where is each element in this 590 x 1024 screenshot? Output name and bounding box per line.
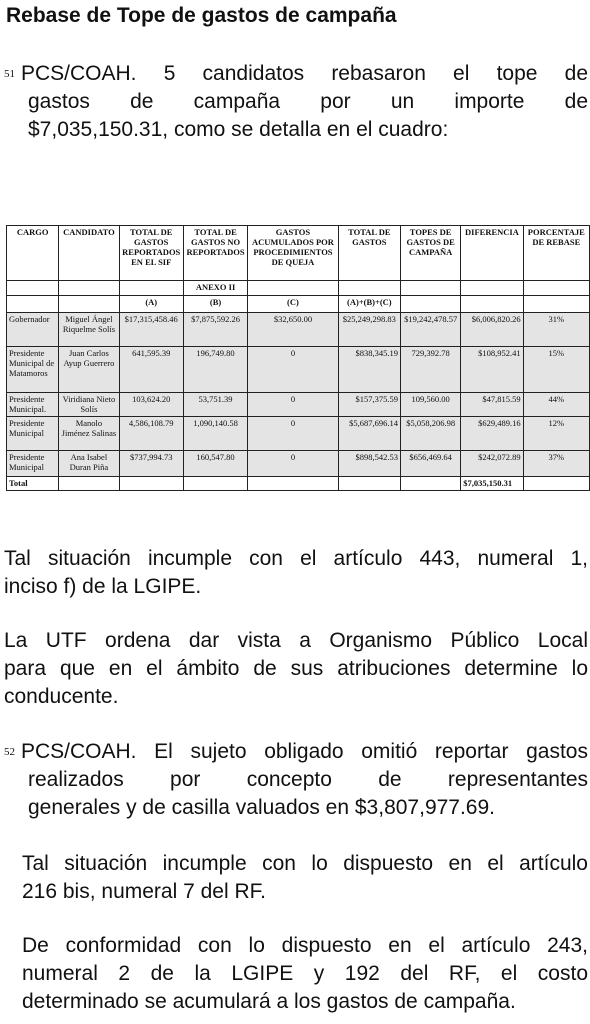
formula-cell <box>461 296 523 313</box>
cell-value: 1,090,140.58 <box>183 417 247 451</box>
cell-value: 641,595.39 <box>119 347 183 393</box>
formula-cell: (A)+(B)+(C) <box>338 296 400 313</box>
formula-cell: (A) <box>119 296 183 313</box>
cell-value: 44% <box>523 393 589 417</box>
cell-value: $17,315,458.46 <box>119 313 183 347</box>
table-row <box>7 313 590 347</box>
cell-value: 31% <box>523 313 589 347</box>
cell-value: $25,249,298.83 <box>338 313 400 347</box>
paragraph-51-line-1 <box>4 60 588 88</box>
col-header: TOTAL DE GASTOS REPORTADOS EN EL SIF <box>119 226 183 281</box>
cell-value: 0 <box>248 393 338 417</box>
cell-cargo: Presidente Municipal de Matamoros <box>7 347 59 393</box>
total-row <box>7 477 590 491</box>
paragraph-vista <box>4 627 588 711</box>
formula-cell <box>59 296 119 313</box>
cell-value: 0 <box>248 417 338 451</box>
cell-value: $737,994.73 <box>119 451 183 477</box>
cell-value: $32,650.00 <box>248 313 338 347</box>
cell-value: $108,952.41 <box>461 347 523 393</box>
paragraph-line: Tal situación incumple con el artículo 443, numeral 1, <box>4 547 588 570</box>
paragraph-51-line-3: $7,035,150.31, como se detalla en el cuadro: <box>28 118 449 141</box>
paragraph-line: inciso f) de la LGIPE. <box>4 575 202 598</box>
cell-value: 109,560.00 <box>400 393 460 417</box>
paragraph-line: De conformidad con lo dispuesto en el artículo 243, <box>22 934 588 957</box>
cell-value: 0 <box>248 347 338 393</box>
col-header: GASTOS ACUMULADOS POR PROCEDIMIENTOS DE QUEJA <box>248 226 338 281</box>
paragraph-conformidad <box>22 932 588 1016</box>
cell-value: 160,547.80 <box>183 451 247 477</box>
paragraph-52 <box>4 738 588 822</box>
paragraph-number: 51 <box>4 68 15 80</box>
paragraph-line: conducente. <box>4 685 119 708</box>
cell-candidato: Viridiana Nieto Solís <box>59 393 119 417</box>
cell-value: $6,006,820.26 <box>461 313 523 347</box>
table-row <box>7 393 590 417</box>
formula-cell: (C) <box>248 296 338 313</box>
cell-value: $656,469.64 <box>400 451 460 477</box>
cell-value: $629,489.16 <box>461 417 523 451</box>
col-header: TOTAL DE GASTOS NO REPORTADOS <box>183 226 247 281</box>
cell-value: $5,687,696.14 <box>338 417 400 451</box>
cell-cargo: Gobernador <box>7 313 59 347</box>
cell-value: 4,586,108.79 <box>119 417 183 451</box>
cell-value: $157,375.59 <box>338 393 400 417</box>
table-row <box>7 347 590 393</box>
cell-candidato: Ana Isabel Duran Piña <box>59 451 119 477</box>
cell-value: $47,815.59 <box>461 393 523 417</box>
total-label: Total <box>7 477 59 491</box>
cell-candidato: Miguel Ángel Riquelme Solís <box>59 313 119 347</box>
col-header: PORCENTAJE DE REBASE <box>523 226 589 281</box>
total-value: $7,035,150.31 <box>461 477 523 491</box>
paragraph-line: 216 bis, numeral 7 del RF. <box>22 880 266 903</box>
cell-cargo: Presidente Municipal. <box>7 393 59 417</box>
cell-cargo: Presidente Municipal <box>7 451 59 477</box>
cell-value: $838,345.19 <box>338 347 400 393</box>
cell-value: 53,751.39 <box>183 393 247 417</box>
section-heading: Rebase de Tope de gastos de campaña <box>6 4 397 27</box>
paragraph-52-text-1: PCS/COAH. El sujeto obligado omitió reportar gastos <box>21 740 588 763</box>
table-header-row <box>7 226 590 281</box>
cell-candidato: Juan Carlos Ayup Guerrero <box>59 347 119 393</box>
formula-cell: (B) <box>183 296 247 313</box>
paragraph-51-line-2: gastos de campaña por un importe de <box>28 90 588 113</box>
col-header: CANDIDATO <box>59 226 119 281</box>
paragraph-51-text-1: PCS/COAH. 5 candidatos rebasaron el tope de <box>21 62 588 85</box>
paragraph-incumplimiento <box>4 545 588 601</box>
cell-value: 0 <box>248 451 338 477</box>
cell-value: 15% <box>523 347 589 393</box>
cell-value: 103,624.20 <box>119 393 183 417</box>
cell-value: 729,392.78 <box>400 347 460 393</box>
col-header: TOTAL DE GASTOS <box>338 226 400 281</box>
cell-value: $242,072.89 <box>461 451 523 477</box>
anexo-row <box>7 281 590 296</box>
paragraph-line: generales y de casilla valuados en $3,807,977.69. <box>28 796 496 819</box>
formula-cell <box>523 296 589 313</box>
formula-row <box>7 296 590 313</box>
formula-cell <box>400 296 460 313</box>
paragraph-line: La UTF ordena dar vista a Organismo Público Local <box>4 629 588 652</box>
cell-value: $19,242,478.57 <box>400 313 460 347</box>
paragraph-line: realizados por concepto de representantes <box>28 768 588 791</box>
cell-value: 12% <box>523 417 589 451</box>
paragraph-number: 52 <box>4 746 15 758</box>
paragraph-line: para que en el ámbito de sus atribuciones determine lo <box>4 657 588 680</box>
paragraph-51 <box>4 60 588 144</box>
col-header: TOPES DE GASTOS DE CAMPAÑA <box>400 226 460 281</box>
campaign-spending-table <box>6 225 590 491</box>
paragraph-line: determinado se acumulará a los gastos de campaña. <box>22 990 516 1013</box>
paragraph-line: Tal situación incumple con lo dispuesto en el artículo <box>22 852 588 875</box>
formula-cell <box>7 296 59 313</box>
cell-cargo: Presidente Municipal <box>7 417 59 451</box>
cell-value: $7,875,592.26 <box>183 313 247 347</box>
paragraph-rf <box>22 850 588 906</box>
table-row <box>7 417 590 451</box>
table-row <box>7 451 590 477</box>
paragraph-line: numeral 2 de la LGIPE y 192 del RF, el costo <box>22 962 588 985</box>
cell-value: 37% <box>523 451 589 477</box>
anexo-label: ANEXO II <box>183 281 247 296</box>
col-header: DIFERENCIA <box>461 226 523 281</box>
cell-value: 196,749.80 <box>183 347 247 393</box>
cell-value: $898,542.53 <box>338 451 400 477</box>
col-header: CARGO <box>7 226 59 281</box>
cell-value: $5,058,206.98 <box>400 417 460 451</box>
cell-candidato: Manolo Jiménez Salinas <box>59 417 119 451</box>
paragraph-52-line-1 <box>4 738 588 766</box>
